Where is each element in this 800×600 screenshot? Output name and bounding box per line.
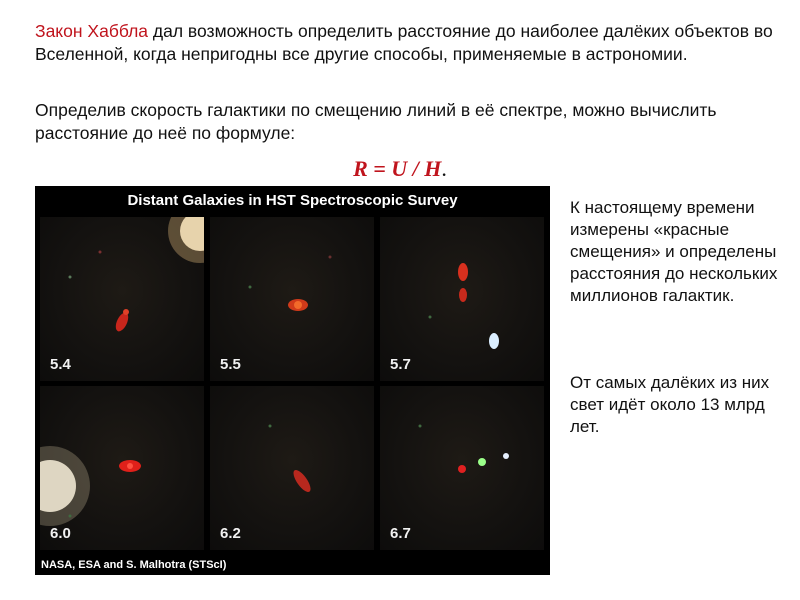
hubble-law-term: Закон Хаббла [35,21,149,41]
formula-expression: R = U / H [353,156,442,181]
figure-title: Distant Galaxies in HST Spectroscopic Survey [127,192,458,209]
redshift-label: 5.7 [390,356,411,373]
galaxy-panel [210,217,374,381]
method-paragraph: Определив скорость галактики по смещению линий в её спектре, можно вычислить расстояние до неё по формуле: [35,100,717,143]
galaxy-panel [40,217,204,381]
redshift-label: 6.0 [50,525,71,542]
formula-period: . [441,156,447,181]
galaxy-survey-figure [35,186,550,575]
redshift-label: 5.5 [220,356,241,373]
galaxy-panel [380,217,544,381]
side-paragraph-light-age: От самых далёких из них свет идёт около 13 млрд лет. [570,373,770,436]
side-paragraph-measurements: К настоящему времени измерены «красные смещения» и определены расстояния до нескольких миллионов галактик. [570,198,778,305]
galaxy-panel [210,386,374,550]
redshift-label: 6.7 [390,525,411,542]
redshift-label: 6.2 [220,525,241,542]
intro-paragraph [35,20,775,66]
intro-text: дал возможность определить расстояние до наиболее далёких объектов во Вселенной, когда непригодны все другие способы, применяемые в астрономии. [35,21,773,64]
figure-credit: NASA, ESA and S. Malhotra (STScI) [41,559,227,571]
formula [0,156,800,182]
galaxy-panel [380,386,544,550]
redshift-label: 5.4 [50,356,71,373]
galaxy-panel [40,386,204,550]
